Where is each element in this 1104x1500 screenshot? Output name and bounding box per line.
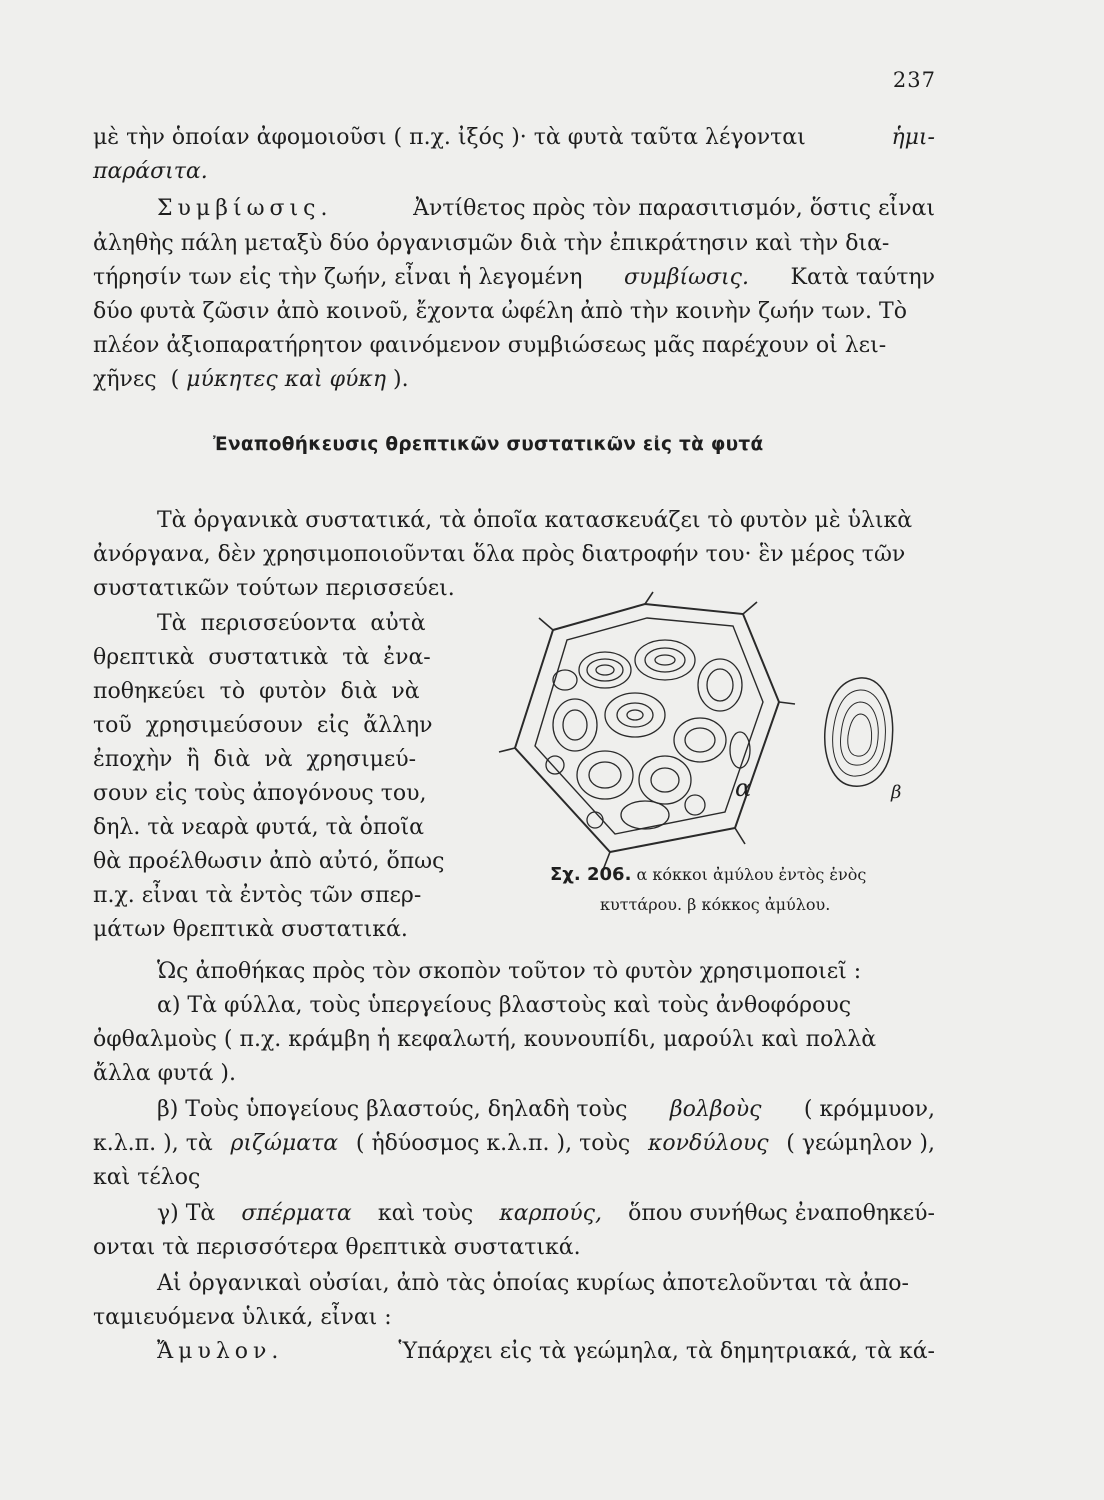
text-line: δηλ. τὰ νεαρὰ φυτά, τὰ ὁποῖα (93, 815, 425, 840)
term-amylon: Ἄμυλον. (157, 1339, 284, 1364)
text-line: ἄλλα φυτά ). (93, 1061, 236, 1086)
text-line: καὶ τέλος (93, 1165, 201, 1190)
figure-caption: Σχ. 206. α κόκκοι ἀμύλου ἐντὸς ἑνὸς (550, 864, 867, 885)
text-line: β) Τοὺς ὑπογείους βλαστούς, δηλαδὴ τοὺς βολβοὺς ( κρόμμυον, (157, 1097, 935, 1122)
text-line: μάτων θρεπτικὰ συστατικά. (93, 917, 408, 942)
text-line: κ.λ.π. ), τὰ ριζώματα ( ἡδύοσμος κ.λ.π. ), τοὺς κονδύλους ( γεώμηλον ), (93, 1131, 935, 1156)
text-line: π.χ. εἶναι τὰ ἐντὸς τῶν σπερ- (93, 883, 422, 908)
text-line: ἀνόργανα, δὲν χρησιμοποιοῦνται ὅλα πρὸς διατροφήν του· ἓν μέρος τῶν (93, 542, 906, 567)
text-line: Ἄμυλον. Ὑπάρχει εἰς τὰ γεώμηλα, τὰ δημητριακά, τὰ κά- (157, 1336, 935, 1368)
text-line: ταμιευόμενα ὑλικά, εἶναι : (93, 1305, 392, 1330)
text-line: χῆνες ( μύκητες καὶ φύκη ). (93, 367, 409, 392)
starch-grain-beta (825, 678, 893, 786)
text-line: ποθηκεύει τὸ φυτὸν διὰ νὰ (93, 679, 420, 704)
text-line: θρεπτικὰ συστατικὰ τὰ ἐνα- (93, 645, 431, 670)
text-line: Τὰ ὀργανικὰ συστατικά, τὰ ὁποῖα κατασκευάζει τὸ φυτὸν μὲ ὑλικὰ (157, 508, 913, 533)
text-line: παράσιτα. (93, 159, 208, 184)
figure-caption-line2: κυττάρου. β κόκκος ἀμύλου. (600, 895, 831, 914)
text-line: Αἱ ὀργανικαὶ οὐσίαι, ἀπὸ τὰς ὁποίας κυρίως ἀποτελοῦνται τὰ ἀπο- (157, 1271, 909, 1296)
page-number: 237 (892, 68, 936, 92)
text-line: ὀφθαλμοὺς ( π.χ. κράμβη ἡ κεφαλωτή, κουνουπίδι, μαρούλι καὶ πολλὰ (93, 1027, 877, 1052)
text-line: πλέον ἀξιοπαρατήρητον φαινόμενον συμβιώσεως μᾶς παρέχουν οἱ λει- (93, 333, 887, 358)
figure-206 (495, 590, 945, 880)
text-line: ονται τὰ περισσότερα θρεπτικὰ συστατικά. (93, 1235, 581, 1260)
text-line: Συμβίωσις. Ἀντίθετος πρὸς τὸν παρασιτισμόν, ὅστις εἶναι (157, 193, 935, 225)
text-line: τοῦ χρησιμεύσουν εἰς ἄλλην (93, 713, 433, 738)
text-line: συστατικῶν τούτων περισσεύει. (93, 576, 455, 601)
text-line: Τὰ περισσεύοντα αὐτὰ (157, 611, 426, 636)
figure-number: Σχ. 206. (550, 864, 632, 885)
section-heading: Ἐναποθήκευσις θρεπτικῶν συστατικῶν εἰς τὰ φυτά (213, 434, 764, 455)
text-line: Ὡς ἀποθήκας πρὸς τὸν σκοπὸν τοῦτον τὸ φυτὸν χρησιμοποιεῖ : (157, 959, 862, 984)
text-line: δύο φυτὰ ζῶσιν ἀπὸ κοινοῦ, ἔχοντα ὠφέλη ἀπὸ τὴν κοινὴν ζωήν των. Τὸ (93, 299, 907, 324)
text-line: ἀληθὴς πάλη μεταξὺ δύο ὀργανισμῶν διὰ τὴν ἐπικράτησιν καὶ τὴν δια- (93, 231, 890, 256)
text-line: α) Τὰ φύλλα, τοὺς ὑπεργείους βλαστοὺς καὶ τοὺς ἀνθοφόρους (157, 993, 852, 1018)
text-line: τήρησίν των εἰς τὴν ζωήν, εἶναι ἡ λεγομένη συμβίωσις. Κατὰ ταύτην (93, 265, 935, 290)
text-line: μὲ τὴν ὁποίαν ἀφομοιοῦσι ( π.χ. ἰξός )· τὰ φυτὰ ταῦτα λέγονται ἡμι- (93, 125, 935, 150)
figure-label-b: β (891, 782, 902, 803)
term-symbiosis: Συμβίωσις. (157, 196, 333, 221)
text-line: ἐποχὴν ἢ διὰ νὰ χρησιμεύ- (93, 747, 417, 772)
starch-grains-cluster (546, 640, 750, 829)
figure-label-a: α (735, 774, 752, 802)
text-line: θὰ προέλθωσιν ἀπὸ αὐτό, ὅπως (93, 849, 445, 874)
starch-grains-illustration (495, 590, 945, 880)
text-line: σουν εἰς τοὺς ἀπογόνους του, (93, 781, 427, 806)
text-line: γ) Τὰ σπέρματα καὶ τοὺς καρπούς, ὅπου συνήθως ἐναποθηκεύ- (157, 1201, 935, 1226)
